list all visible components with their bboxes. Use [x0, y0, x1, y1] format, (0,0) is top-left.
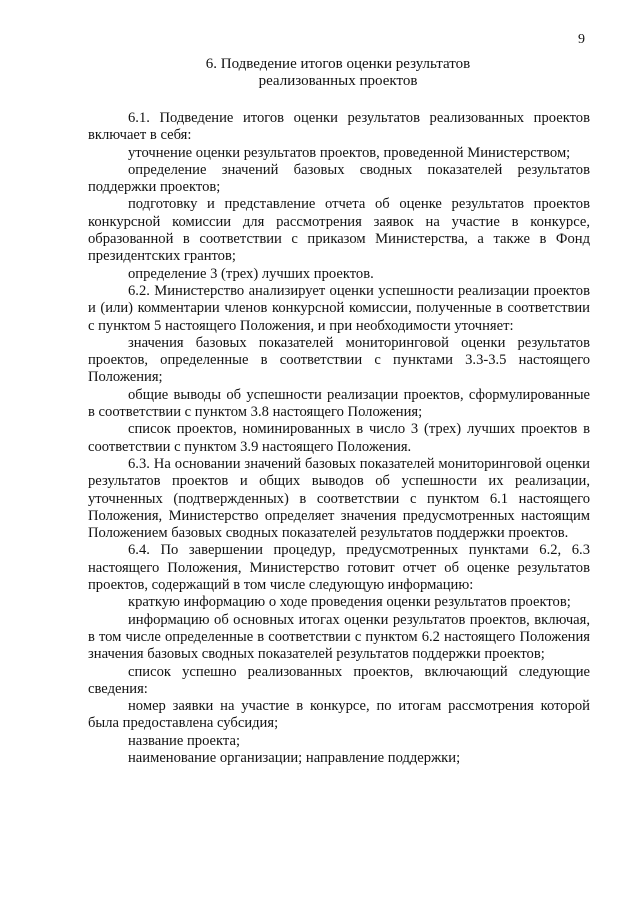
paragraph: значения базовых показателей мониторинговой оценки результатов проектов, определенные в соответствии с пунктами 3.3-3.5 настоящего Положения;: [88, 334, 590, 386]
section-heading: [88, 56, 588, 90]
paragraph: информацию об основных итогах оценки результатов проектов, включая, в том числе определенные в соответствии с пунктом 6.2 настоящего Положения значения базовых сводных показателей результатов поддержки проектов;: [88, 611, 590, 663]
paragraph: список проектов, номинированных в число 3 (трех) лучших проектов в соответствии с пунктом 3.9 настоящего Положения.: [88, 421, 590, 455]
section-heading-line-2: реализованных проектов: [258, 73, 418, 89]
paragraph: список успешно реализованных проектов, включающий следующие сведения:: [88, 663, 590, 697]
paragraph: общие выводы об успешности реализации проектов, сформулированные в соответствии с пунктом 3.8 настоящего Положения;: [88, 386, 590, 421]
document-body: [88, 110, 590, 767]
paragraph: название проекта;: [128, 732, 241, 749]
paragraph: определение 3 (трех) лучших проектов.: [128, 265, 374, 282]
page-number: 9: [578, 32, 585, 47]
paragraph: 6.1. Подведение итогов оценки результатов реализованных проектов включает в себя:: [88, 110, 590, 144]
paragraph: подготовку и представление отчета об оценке результатов проектов конкурсной комиссии для рассмотрения заявок на участие в конкурсе, образованной в соответствии с приказом Министерства, а также в Фонд президентских грантов;: [88, 196, 590, 265]
paragraph: 6.3. На основании значений базовых показателей мониторинговой оценки результатов проектов и общих выводов об успешности их реализации, уточненных (подтвержденных) в соответствии с пунктом 6.1 настоящего Положения, Министерство определяет значения предусмотренных настоящим Положением базовых сводных показателей результатов поддержки проектов.: [88, 455, 590, 542]
paragraph: 6.4. По завершении процедур, предусмотренных пунктами 6.2, 6.3 настоящего Положения, Министерство готовит отчет об оценке результатов проектов, содержащий в том числе следующую информацию:: [88, 542, 590, 594]
paragraph: краткую информацию о ходе проведения оценки результатов проектов;: [128, 594, 571, 611]
section-heading-line-1: 6. Подведение итогов оценки результатов: [205, 56, 471, 72]
paragraph: номер заявки на участие в конкурсе, по итогам рассмотрения которой была предоставлена субсидия;: [88, 698, 590, 732]
paragraph: уточнение оценки результатов проектов, проведенной Министерством;: [128, 144, 571, 161]
paragraph: 6.2. Министерство анализирует оценки успешности реализации проектов и (или) комментарии членов конкурсной комиссии, полученные в соответствии с пунктом 5 настоящего Положения, и при необходимости уточняет:: [88, 282, 590, 334]
paragraph: наименование организации; направление поддержки;: [128, 749, 461, 766]
paragraph: определение значений базовых сводных показателей результатов поддержки проектов;: [88, 161, 590, 196]
